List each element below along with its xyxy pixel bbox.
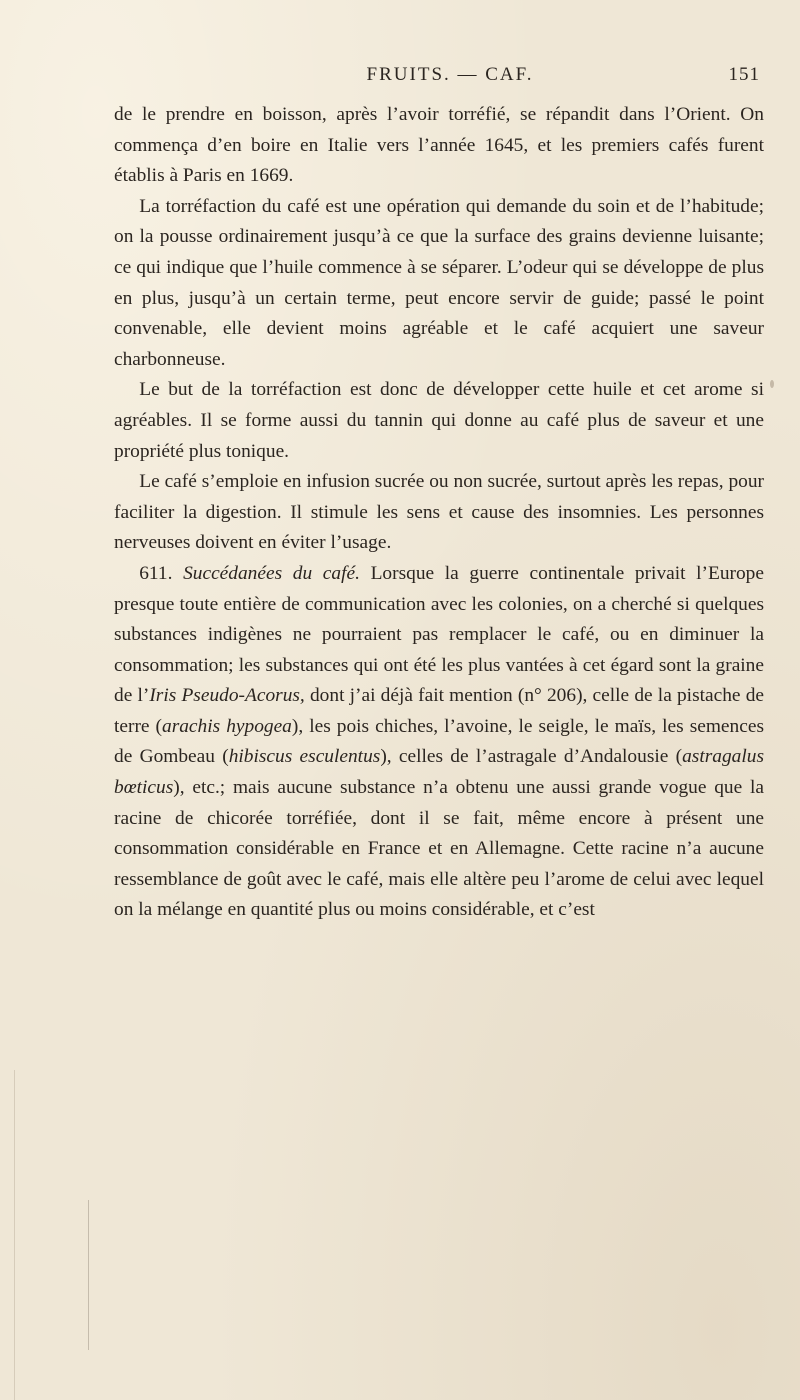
- hibiscus-species-name: hibiscus esculentus: [228, 746, 381, 768]
- section-title: Succédanées du café.: [183, 562, 360, 584]
- paragraph-usage: Le café s’emploie en infusion sucrée ou non sucrée, surtout après les repas, pour faciliter la digestion. Il stimule les sens et cause des insomnies. Les personnes nerveuses doivent en éviter l’usage.: [114, 471, 764, 554]
- section-text-d: ), celles de l’astragale d’Andalousie (: [380, 746, 683, 768]
- astragalus-species-name: astragalus bœticus: [114, 746, 764, 799]
- section-number: 611.: [139, 562, 173, 584]
- section-text-c: ), les pois chiches, l’avoine, le seigle, le maïs, les semences de Gombeau (: [114, 715, 764, 768]
- section-611-paragraph: [114, 559, 764, 926]
- running-title: FRUITS. — CAF.: [366, 64, 534, 85]
- ink-mark: [770, 380, 774, 388]
- page-header: [140, 64, 760, 94]
- page-number: 151: [728, 64, 760, 85]
- paragraph-continued: de le prendre en boisson, après l’avoir torréfié, se répandit dans l’Orient. On commença d’en boire en Italie vers l’année 1645, et les premiers cafés furent établis à Paris en 1669.: [114, 104, 764, 187]
- iris-species-name: Iris Pseudo-Acorus,: [149, 685, 305, 707]
- section-text-e: ), etc.; mais aucune substance n’a obtenu une aussi grande vogue que la racine de chicorée torréfiée, dont il se fait, même encore à présent une consommation considérable en France et en Allemagne. Cette racine n’a aucune ressemblance de goût avec le café, mais elle altère peu l’arome de celui avec lequel on la mélange en quantité plus ou moins considérable, et c’est: [114, 777, 764, 921]
- paragraph-purpose: Le but de la torréfaction est donc de développer cette huile et cet arome si agréables. Il se forme aussi du tannin qui donne au café plus de saveur et une propriété plus tonique.: [114, 379, 764, 462]
- paper-fold-line: [14, 1070, 15, 1400]
- section-text-b: dont j’ai déjà fait mention (n° 206), celle de la pistache de terre (: [114, 685, 765, 737]
- paragraph-roasting: La torréfaction du café est une opération qui demande du soin et de l’habitude; on la pousse ordinairement jusqu’à ce que la surface des grains devienne luisante; ce qui indique que l’huile commence à se séparer. L’odeur qui se développe de plus en plus, jusqu’à un certain terme, peut encore servir de guide; passé le point convenable, elle devient moins agréable et le café acquiert une saveur charbonneuse.: [114, 195, 764, 370]
- body-text: [114, 100, 764, 926]
- section-text-a: Lorsque la guerre continentale privait l’Europe presque toute entière de communication avec les colonies, on a cherché si quelques substances indigènes ne pourraient pas remplacer le café, ou en diminuer la consommation; les substances qui ont été les plus vantées à cet égard sont la graine de l’: [114, 562, 764, 707]
- margin-rule: [88, 1200, 89, 1350]
- arachis-species-name: arachis hypogea: [162, 715, 292, 737]
